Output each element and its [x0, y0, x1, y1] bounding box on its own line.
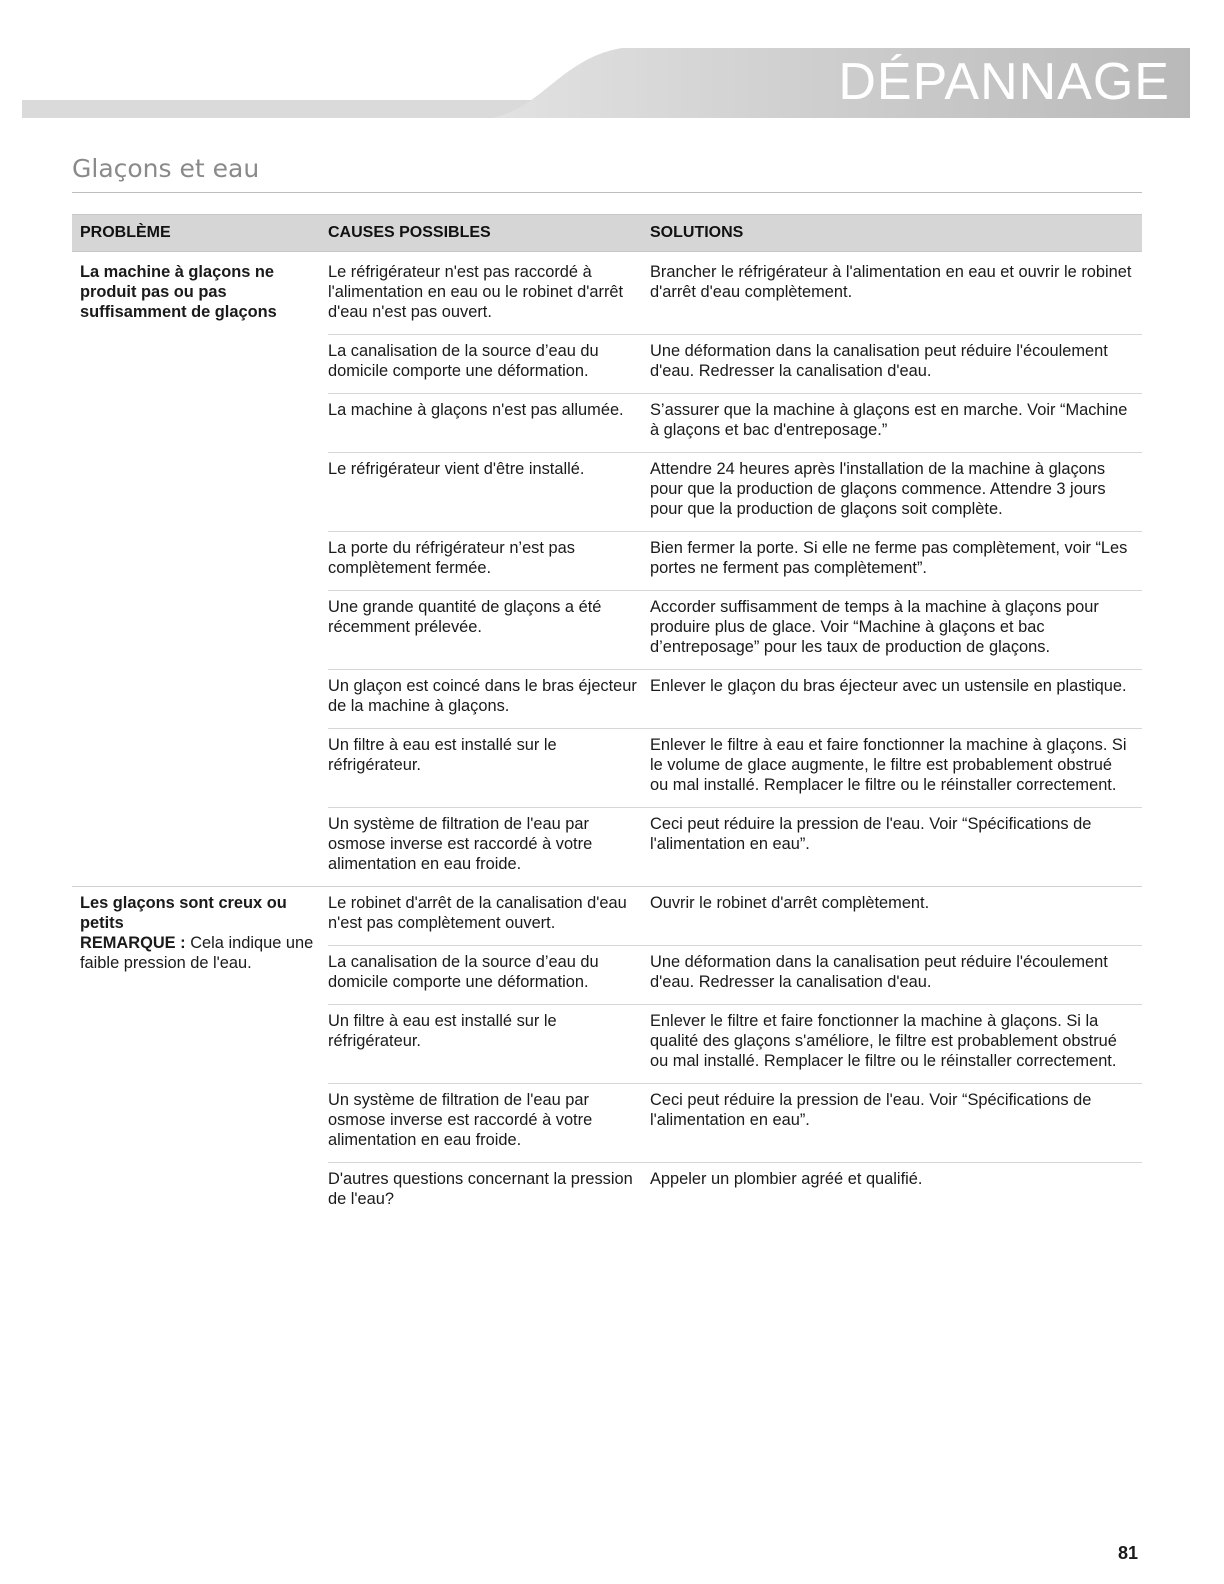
table-row [328, 590, 1142, 669]
troubleshooting-table [72, 214, 1142, 1221]
table-body [72, 256, 1142, 1221]
solution-cell: Enlever le glaçon du bras éjecteur avec un ustensile en plastique. [650, 677, 1127, 695]
solution-cell: Ceci peut réduire la pression de l'eau. Voir “Spécifications de l'alimentation en eau”. [650, 1091, 1092, 1129]
problem-title: Les glaçons sont creux ou petits [80, 894, 287, 932]
table-row [328, 728, 1142, 807]
cause-cell: Un système de filtration de l'eau par osmose inverse est raccordé à votre alimentation en eau froide. [328, 1091, 593, 1149]
table-row [328, 256, 1142, 334]
solution-cell: S’assurer que la machine à glaçons est en marche. Voir “Machine à glaçons et bac d'entreposage.” [650, 401, 1128, 439]
column-header-solutions: SOLUTIONS [650, 224, 744, 241]
table-row [328, 887, 1142, 945]
solution-cell: Ceci peut réduire la pression de l'eau. Voir “Spécifications de l'alimentation en eau”. [650, 815, 1092, 853]
solution-cell: Attendre 24 heures après l'installation de la machine à glaçons pour que la production de glaçons commence. Attendre 3 jours pour que la production de glaçons soit complète. [650, 460, 1106, 518]
problem-group [72, 256, 1142, 886]
cause-cell: La machine à glaçons n'est pas allumée. [328, 401, 624, 419]
solution-cell: Bien fermer la porte. Si elle ne ferme pas complètement, voir “Les portes ne ferment pas complètement”. [650, 539, 1128, 577]
cause-cell: D'autres questions concernant la pression de l'eau? [328, 1170, 633, 1208]
table-row [328, 807, 1142, 886]
cause-cell: Le réfrigérateur n'est pas raccordé à l'alimentation en eau ou le robinet d'arrêt d'eau n'est pas ouvert. [328, 263, 624, 321]
section-divider [72, 192, 1142, 193]
problem-cell [72, 256, 328, 886]
solution-cell: Appeler un plombier agréé et qualifié. [650, 1170, 923, 1188]
section-title: Glaçons et eau [72, 154, 260, 183]
cause-solution-list [328, 256, 1142, 886]
solution-cell: Brancher le réfrigérateur à l'alimentation en eau et ouvrir le robinet d'arrêt d'eau complètement. [650, 263, 1132, 301]
table-row [328, 945, 1142, 1004]
cause-cell: Une grande quantité de glaçons a été récemment prélevée. [328, 598, 602, 636]
column-header-problem: PROBLÈME [80, 224, 171, 241]
problem-title: La machine à glaçons ne produit pas ou pas suffisamment de glaçons [80, 263, 277, 321]
cause-cell: La porte du réfrigérateur n’est pas complètement fermée. [328, 539, 575, 577]
cause-solution-list [328, 887, 1142, 1221]
table-row [328, 452, 1142, 531]
table-row [328, 531, 1142, 590]
solution-cell: Ouvrir le robinet d'arrêt complètement. [650, 894, 930, 912]
solution-cell: Une déformation dans la canalisation peut réduire l'écoulement d'eau. Redresser la canalisation d'eau. [650, 953, 1108, 991]
table-row [328, 1004, 1142, 1083]
cause-cell: La canalisation de la source d’eau du domicile comporte une déformation. [328, 953, 599, 991]
note-text: Cela indique une faible pression de l'eau. [80, 934, 314, 972]
column-header-causes: CAUSES POSSIBLES [328, 224, 491, 241]
table-row [328, 334, 1142, 393]
page-number: 81 [1118, 1543, 1139, 1563]
solution-cell: Enlever le filtre et faire fonctionner la machine à glaçons. Si la qualité des glaçons s'améliore, le filtre est probablement obstrué ou mal installé. Remplacer le filtre ou le réinstaller correctement. [650, 1012, 1117, 1070]
cause-cell: Un filtre à eau est installé sur le réfrigérateur. [328, 1012, 557, 1050]
table-row [328, 1083, 1142, 1162]
problem-group [72, 886, 1142, 1221]
page-header-title: DÉPANNAGE [838, 53, 1170, 111]
table-header [72, 214, 1142, 252]
table-row [328, 669, 1142, 728]
cause-cell: Un filtre à eau est installé sur le réfrigérateur. [328, 736, 557, 774]
cause-cell: La canalisation de la source d’eau du domicile comporte une déformation. [328, 342, 599, 380]
header-band [22, 48, 1190, 118]
cause-cell: Le robinet d'arrêt de la canalisation d'eau n'est pas complètement ouvert. [328, 894, 627, 932]
cause-cell: Un système de filtration de l'eau par osmose inverse est raccordé à votre alimentation en eau froide. [328, 815, 593, 873]
solution-cell: Une déformation dans la canalisation peut réduire l'écoulement d'eau. Redresser la canalisation d'eau. [650, 342, 1108, 380]
solution-cell: Accorder suffisamment de temps à la machine à glaçons pour produire plus de glace. Voir “Machine à glaçons et bac d’entreposage” pour les taux de production de glaçons. [650, 598, 1099, 656]
solution-cell: Enlever le filtre à eau et faire fonctionner la machine à glaçons. Si le volume de glace augmente, le filtre est probablement obstrué ou mal installé. Remplacer le filtre ou le réinstaller correctement. [650, 736, 1127, 794]
cause-cell: Le réfrigérateur vient d'être installé. [328, 460, 585, 478]
table-row [328, 393, 1142, 452]
table-row [328, 1162, 1142, 1221]
problem-cell [72, 887, 328, 1221]
note-label: REMARQUE : [80, 934, 186, 952]
cause-cell: Un glaçon est coincé dans le bras éjecteur de la machine à glaçons. [328, 677, 637, 715]
